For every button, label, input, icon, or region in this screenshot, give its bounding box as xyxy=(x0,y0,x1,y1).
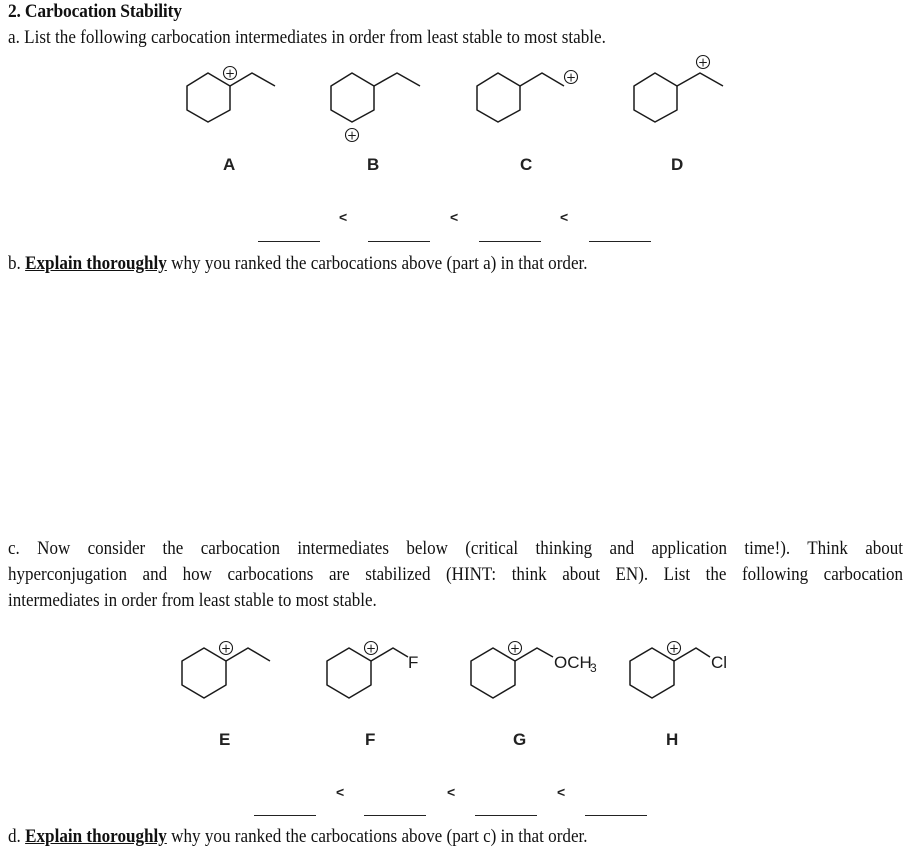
molecule-c-label: C xyxy=(520,155,533,174)
molecule-e-label: E xyxy=(219,730,231,749)
substituent-cl-label: Cl xyxy=(711,653,728,672)
molecule-f-structure xyxy=(327,642,418,699)
positive-charge-icon: + xyxy=(365,641,377,656)
ranking-a-blank-3[interactable] xyxy=(479,241,541,242)
molecule-c-structure xyxy=(477,71,578,123)
positive-charge-icon: + xyxy=(565,70,577,85)
molecule-h-label: H xyxy=(666,730,679,749)
less-than-symbol: < xyxy=(557,784,566,800)
molecule-h-structure xyxy=(630,642,727,699)
ranking-c-blank-2[interactable] xyxy=(364,815,426,816)
positive-charge-icon: + xyxy=(697,55,709,70)
emphasis-text: Explain thoroughly xyxy=(25,826,167,847)
ranking-c-blank-1[interactable] xyxy=(254,815,316,816)
molecule-f-label: F xyxy=(365,730,376,749)
ranking-a-blank-4[interactable] xyxy=(589,241,651,242)
ranking-a-blank-1[interactable] xyxy=(258,241,320,242)
part-d-prompt: d. Explain thoroughly why you ranked the carbocations above (part c) in that order. xyxy=(8,826,588,847)
molecule-a-label: A xyxy=(223,155,236,174)
molecule-b-label: B xyxy=(367,155,380,174)
part-c-prompt: c. Now consider the carbocation intermediates below (critical thinking and application time!). Think about hyperconjugation and how carbocations are stabilized (HINT: think about EN). List the following carbocation intermediates in order from least stable to most stable. xyxy=(8,538,903,611)
less-than-symbol: < xyxy=(447,784,456,800)
ranking-a-blank-2[interactable] xyxy=(368,241,430,242)
substituent-f-label: F xyxy=(408,653,419,672)
less-than-symbol: < xyxy=(450,209,459,225)
molecule-g-structure xyxy=(471,642,597,699)
molecule-d-structure xyxy=(634,56,723,123)
less-than-symbol: < xyxy=(339,209,348,225)
positive-charge-icon: + xyxy=(220,641,232,656)
positive-charge-icon: + xyxy=(224,66,236,81)
molecule-e-structure xyxy=(182,642,270,699)
positive-charge-icon: + xyxy=(346,128,358,143)
less-than-symbol: < xyxy=(560,209,569,225)
positive-charge-icon: + xyxy=(668,641,680,656)
part-b-prompt: b. Explain thoroughly why you ranked the carbocations above (part a) in that order. xyxy=(8,253,588,274)
substituent-och3-label: OCH xyxy=(554,653,592,672)
ranking-c-blank-4[interactable] xyxy=(585,815,647,816)
molecule-a-structure xyxy=(187,67,275,123)
less-than-symbol: < xyxy=(336,784,345,800)
positive-charge-icon: + xyxy=(509,641,521,656)
part-a-prompt: a. List the following carbocation intermediates in order from least stable to most stable. xyxy=(8,27,606,48)
molecule-b-structure xyxy=(331,73,420,143)
ranking-c-blank-3[interactable] xyxy=(475,815,537,816)
molecule-d-label: D xyxy=(671,155,684,174)
emphasis-text: Explain thoroughly xyxy=(25,253,167,274)
molecule-g-label: G xyxy=(513,730,527,749)
svg-text:3: 3 xyxy=(590,661,597,675)
question-title: 2. Carbocation Stability xyxy=(8,1,182,22)
